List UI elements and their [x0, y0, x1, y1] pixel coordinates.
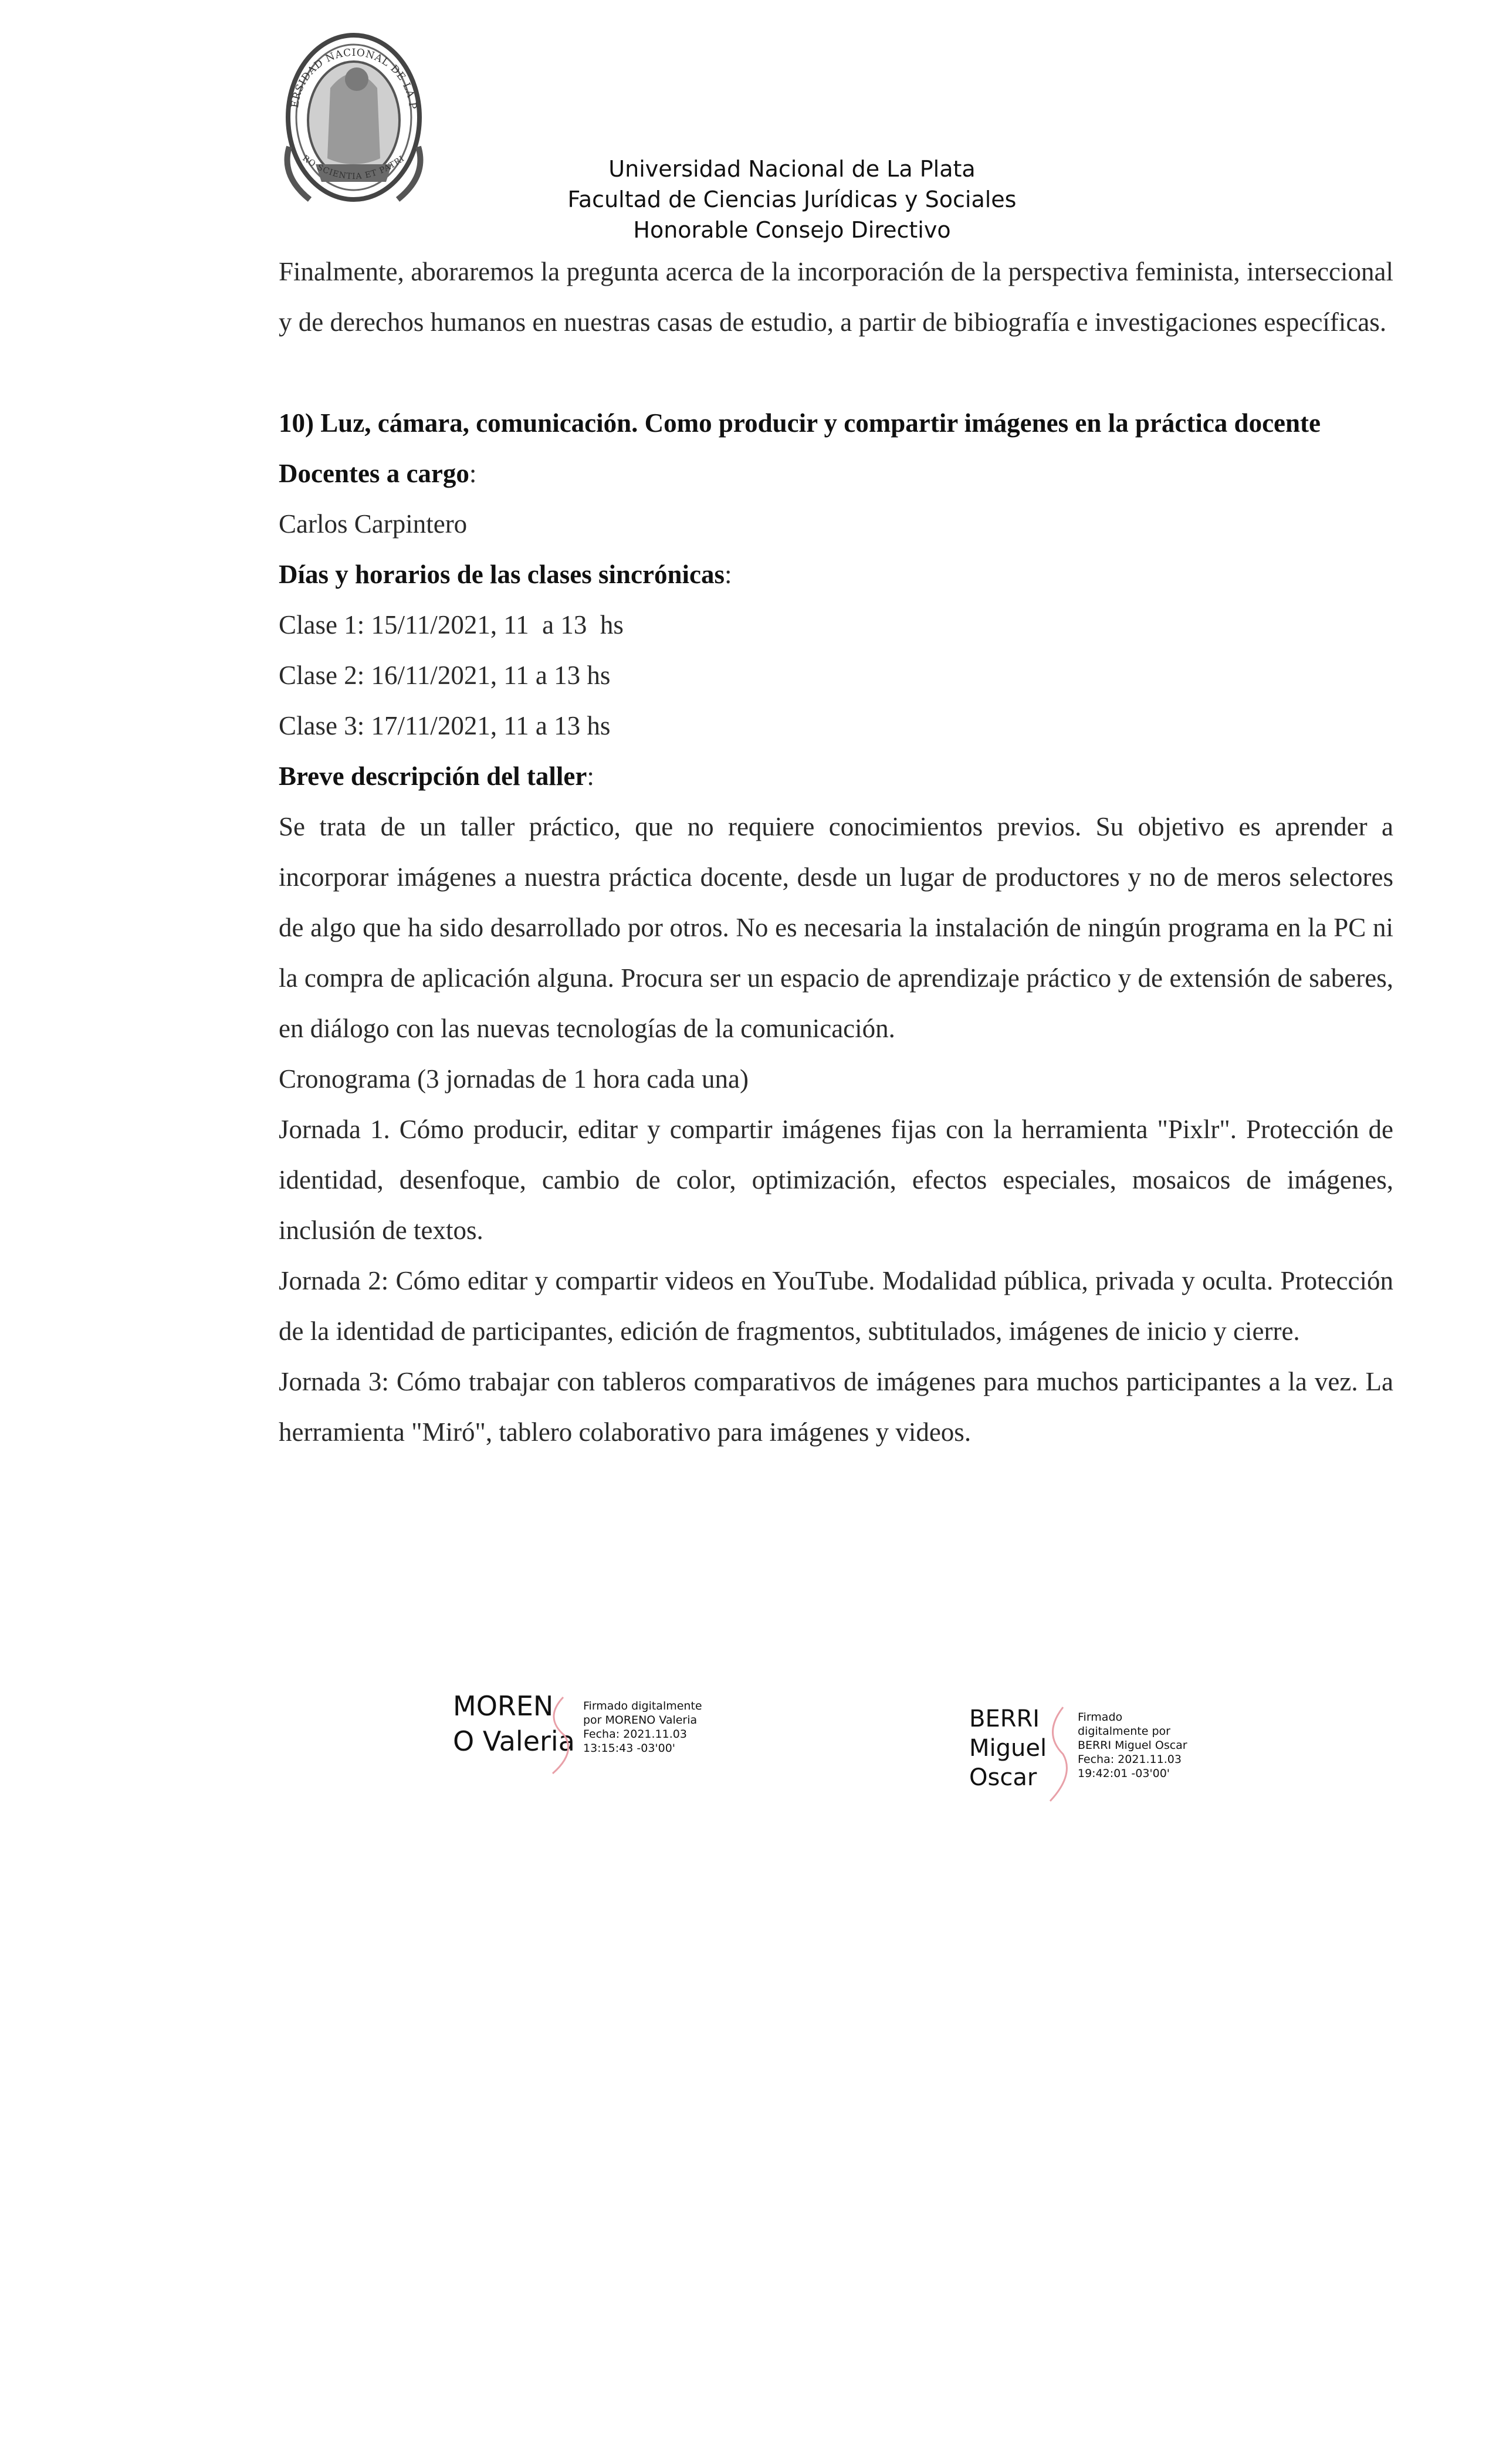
- digital-signature-berri: [969, 1704, 1216, 1810]
- document-body: [279, 246, 1393, 1457]
- description-paragraph: Se trata de un taller práctico, que no requiere conocimientos previos. Su objetivo es aprender a incorporar imágenes a nuestra práctica docente, desde un lugar de productores y no de meros selectores de algo que ha sido desarrollado por otros. No es necesaria la instalación de ningún programa en la PC ni la compra de aplicación alguna. Procura ser un espacio de aprendizaje práctico y de extensión de saberes, en diálogo con las nuevas tecnologías de la comunicación.: [279, 812, 1393, 1043]
- class-1: Clase 1: 15/11/2021, 11 a 13 hs: [279, 610, 624, 639]
- description-heading: [279, 751, 1393, 801]
- signature-details: Firmado digitalmente por MORENO Valeria Fecha: 2021.11.03 13:15:43 -03'00': [583, 1700, 702, 1755]
- svg-text:UNIVERSIDAD NACIONAL DE LA PLA: ERSIDAD NACIONAL DE LA P: [289, 46, 419, 110]
- teachers-heading: [279, 448, 1393, 499]
- teacher-name: Carlos Carpintero: [279, 509, 468, 539]
- signer-name: BERRI Miguel Oscar: [969, 1705, 1047, 1791]
- schedule-colon: :: [725, 560, 732, 589]
- class-3: Clase 3: 17/11/2021, 11 a 13 hs: [279, 711, 611, 740]
- teachers-label: Docentes a cargo: [279, 459, 469, 488]
- description-colon: :: [587, 761, 594, 791]
- header-university: Universidad Nacional de La Plata: [608, 156, 976, 182]
- description-label: Breve descripción del taller: [279, 761, 587, 791]
- university-seal: [275, 23, 433, 220]
- intro-paragraph: Finalmente, aboraremos la pregunta acerca de la incorporación de la perspectiva feminista, interseccional y de derechos humanos en nuestras casas de estudio, a partir de bibiografía e investigaciones específicas.: [279, 257, 1393, 337]
- svg-text:PRO SCIENTIA ET PATRIA: RO SCIENTIA ET PATRI: [300, 153, 407, 182]
- signature-stroke-icon: [541, 1694, 576, 1776]
- document-header: [411, 154, 1173, 245]
- signature-stroke-icon: [1040, 1704, 1075, 1804]
- signer-name: MOREN O Valeria: [453, 1690, 575, 1757]
- jornada-1: Jornada 1. Cómo producir, editar y compartir imágenes fijas con la herramienta "Pixlr". Protección de identidad, desenfoque, cambio de color, optimización, efectos especiales, mosaicos de imágenes, inclusión de textos.: [279, 1115, 1393, 1245]
- teachers-colon: :: [469, 459, 477, 488]
- class-2: Clase 2: 16/11/2021, 11 a 13 hs: [279, 661, 611, 690]
- jornada-2: Jornada 2: Cómo editar y compartir videos en YouTube. Modalidad pública, privada y oculta. Protección de la identidad de participantes, edición de fragmentos, subtitulados, imágenes de inicio y cierre.: [279, 1266, 1393, 1346]
- jornada-3: Jornada 3: Cómo trabajar con tableros comparativos de imágenes para muchos participantes a la vez. La herramienta "Miró", tablero colaborativo para imágenes y videos.: [279, 1367, 1393, 1447]
- cronograma-line: Cronograma (3 jornadas de 1 hora cada una): [279, 1064, 749, 1094]
- header-council: Honorable Consejo Directivo: [633, 217, 951, 243]
- header-faculty: Facultad de Ciencias Jurídicas y Sociales: [567, 187, 1017, 212]
- section-title: 10) Luz, cámara, comunicación. Como producir y compartir imágenes en la práctica docente: [279, 408, 1321, 438]
- signature-details: Firmado digitalmente por BERRI Miguel Oscar Fecha: 2021.11.03 19:42:01 -03'00': [1078, 1711, 1187, 1780]
- digital-signature-moreno: [453, 1688, 746, 1776]
- schedule-heading: [279, 549, 1393, 600]
- schedule-label: Días y horarios de las clases sincrónicas: [279, 560, 725, 589]
